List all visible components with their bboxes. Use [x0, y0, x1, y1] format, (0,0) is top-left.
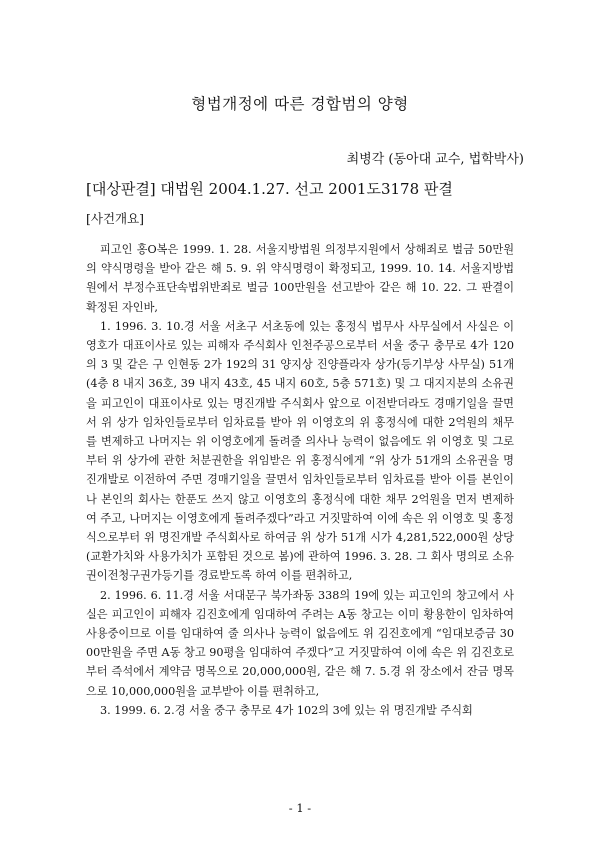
document-title: 형법개정에 따른 경합범의 양형 — [191, 95, 409, 113]
section-label: [사건개요] — [86, 211, 145, 226]
paragraph-item-2: 2. 1996. 6. 11.경 서울 서대문구 북가좌동 338의 19에 있는 피고인의 창고에서 사실은 피고인이 피해자 김진호에게 임대하여 주려는 A동 창고는 이미 황용한이 임차하여 사용중이므로 이를 임대하여 줄 의사나 능력이 없음에도 위 김진호에게 “임대보증금 3000만원을 주면 A동 창고 90평을 임대하여 주겠다”고 거짓말하여 이에 속은 위 김진호로부터 즉석에서 계약금 명목으로 20,000,000원, 같은 해 7. 5.경 위 장소에서 잔금 명목으로 10,000,000원을 교부받아 이를 편취하고, — [86, 588, 514, 698]
paragraph-item-1: 1. 1996. 3. 10.경 서울 서초구 서초동에 있는 홍정식 법무사 사무실에서 사실은 이영호가 대표이사로 있는 피해자 주식회사 인천주공으로부터 서울 중구 충무로 4가 120의 3 및 같은 구 인현동 2가 192의 31 양지상 진양플라자 상가(등기부상 사무실) 51개(4층 8 내지 36호, 39 내지 43호, 45 내지 60호, 5층 571호) 및 그 대지지분의 소유권을 피고인이 대표이사로 있는 명진개발 주식회사 앞으로 이전받더라도 경매기일을 끌면서 위 상가 임차인들로부터 임차료를 받아 위 이영호의 위 홍정식에 대한 2억원의 채무를 변제하고 나머지는 위 이영호에게 돌려줄 의사나 능력이 없음에도 위 이영호 및 그로부터 위 상가에 관한 처분권한을 위임받은 위 홍정식에게 “위 상가 51개의 소유권을 명진개발로 이전하여 주면 경매기일을 끌면서 임차인들로부터 임차료를 받아 이를 본인이나 본인의 회사는 한푼도 쓰지 않고 이영호의 홍정식에 대한 채무 2억원을 먼저 변제하여 주고, 나머지는 이영호에게 돌려주겠다”라고 거짓말하여 이에 속은 위 이영호 및 홍정식으로부터 위 명진개발 주식회사로 하여금 위 상가 51개 시가 4,281,522,000원 상당(교환가치와 사용가치가 포함된 것으로 봄)에 관하여 1996. 3. 28. 그 회사 명의로 소유권이전청구권가등기를 경료받도록 하여 이를 편취하고, — [86, 319, 514, 583]
case-reference: [대상판결] 대법원 2004.1.27. 선고 2001도3178 판결 — [86, 180, 453, 198]
paragraph-item-3: 3. 1999. 6. 2.경 서울 중구 충무로 4가 102의 3에 있는 위 명진개발 주식회 — [100, 703, 473, 717]
page-number: - 1 - — [288, 801, 312, 815]
paragraph-intro: 피고인 홍O복은 1999. 1. 28. 서울지방법원 의정부지원에서 상해죄로 벌금 50만원의 약식명령을 받아 같은 해 5. 9. 위 약식명령이 확정되고, 1999. 10. 14. 서울지방법원에서 부정수표단속법위반죄로 벌금 100만원을 선고받아 같은 해 10. 22. 그 판결이 확정된 자인바, — [86, 243, 514, 314]
document-body — [86, 240, 514, 720]
author-line: 최병각 (동아대 교수, 법학박사) — [346, 152, 524, 167]
